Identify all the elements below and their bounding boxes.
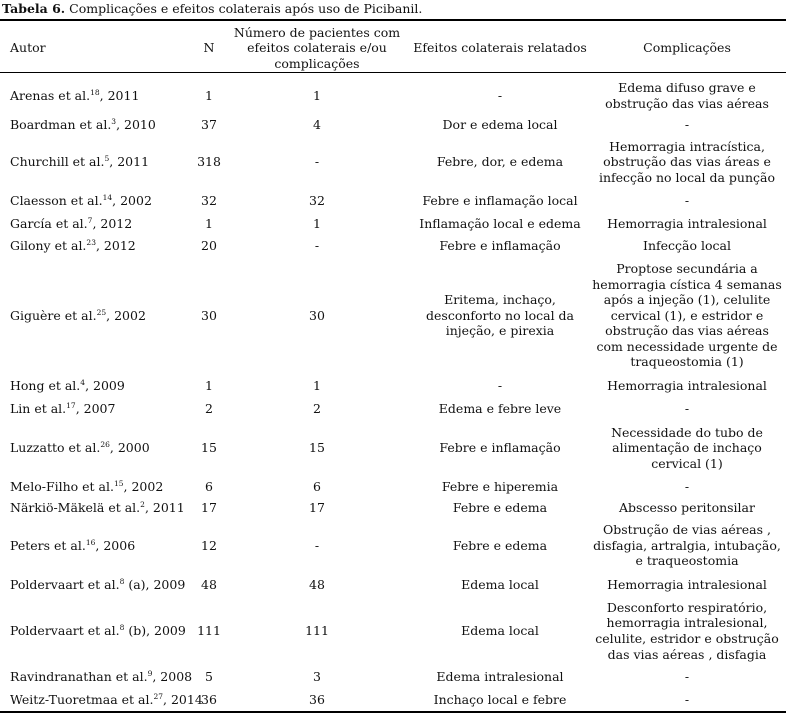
cell-patients: [232, 115, 402, 135]
author-name: Churchill et al.: [10, 154, 105, 170]
author-name: Lin et al.: [10, 400, 67, 416]
reference-number: 18: [90, 88, 100, 98]
author-year: , 2009: [85, 377, 125, 393]
cell-side-effects: [410, 665, 590, 688]
cell-patients-text: 1: [313, 88, 321, 104]
cell-author: [10, 135, 210, 189]
cell-n-text: 12: [201, 537, 217, 553]
author-year: , 2012: [92, 215, 133, 231]
author-year: , 2007: [75, 400, 116, 416]
author-year: , 2014: [163, 691, 203, 707]
cell-author: [10, 597, 210, 665]
cell-n-text: 111: [197, 623, 221, 639]
cell-patients: [232, 135, 402, 189]
cell-n-text: 6: [205, 478, 213, 494]
cell-patients: [232, 420, 402, 476]
table-row: [0, 572, 786, 597]
cell-author: [10, 374, 210, 397]
cell-n-text: 30: [201, 307, 217, 323]
cell-patients-text: 32: [309, 192, 325, 208]
cell-complications: [590, 420, 784, 476]
cell-patients: [232, 597, 402, 665]
cell-complications-text: Hemorragia intralesional: [607, 215, 767, 231]
cell-side-effects-text: Edema e febre leve: [438, 400, 562, 416]
cell-side-effects-text: Dor e edema local: [442, 117, 558, 133]
cell-n-text: 1: [205, 88, 213, 104]
reference-number: 4: [80, 377, 86, 387]
cell-author: [10, 235, 210, 257]
cell-side-effects: [410, 572, 590, 597]
author-year: , 2012: [95, 238, 136, 254]
cell-author: [10, 397, 210, 420]
cell-side-effects-text: Febre e inflamação: [439, 440, 561, 456]
cell-n-text: 17: [201, 500, 217, 516]
reference-number: 23: [86, 238, 96, 248]
table-row: [0, 77, 786, 115]
cell-side-effects: [410, 257, 590, 374]
cell-n: [183, 519, 235, 572]
cell-complications: [590, 497, 784, 519]
cell-patients: [232, 374, 402, 397]
cell-author: [10, 115, 210, 135]
table-row: [0, 688, 786, 711]
cell-n: [183, 597, 235, 665]
cell-patients: [232, 189, 402, 212]
table-row: [0, 420, 786, 476]
cell-side-effects: [410, 115, 590, 135]
cell-patients: [232, 235, 402, 257]
cell-complications: [590, 397, 784, 420]
author-year: , 2011: [99, 88, 140, 104]
cell-patients: [232, 476, 402, 497]
cell-n: [183, 115, 235, 135]
cell-n-text: 318: [197, 154, 221, 170]
reference-number: 15: [113, 478, 124, 488]
cell-side-effects: [410, 476, 590, 497]
cell-patients: [232, 688, 402, 711]
cell-complications: [590, 374, 784, 397]
cell-n: [183, 235, 235, 257]
cell-complications: [590, 135, 784, 189]
cell-complications: [590, 212, 784, 235]
cell-side-effects: [410, 235, 590, 257]
header-patients: Número de pacientes com efeitos colaterais e/ou complicações: [233, 24, 401, 71]
cell-complications-text: -: [684, 668, 690, 684]
cell-side-effects-text: Edema local: [461, 576, 539, 592]
reference-number: 7: [87, 215, 93, 225]
cell-complications: [590, 77, 784, 115]
author-name: Arenas et al.: [10, 88, 91, 104]
cell-complications-text: Abscesso peritonsilar: [619, 500, 755, 516]
cell-complications: [590, 519, 784, 572]
cell-complications-text: Proptose secundária a hemorragia cística 4 semanas após a injeção (1), celulite cervical (1), e estridor e obstrução das vias aéreas com necessidade urgente de traqueostomia (1): [592, 260, 782, 370]
bottom-rule: [0, 711, 786, 713]
cell-patients-text: 30: [309, 307, 325, 323]
cell-author: [10, 257, 210, 374]
cell-complications: [590, 597, 784, 665]
cell-author: [10, 572, 210, 597]
table-row: [0, 374, 786, 397]
author-year: (b), 2009: [124, 623, 186, 639]
cell-author: [10, 212, 210, 235]
author-name: Giguère et al.: [10, 307, 97, 323]
cell-patients-text: 15: [309, 440, 325, 456]
caption-label: Tabela 6.: [2, 1, 66, 16]
cell-patients-text: 6: [313, 478, 321, 494]
cell-patients-text: -: [314, 537, 320, 553]
table-row: [0, 497, 786, 519]
table-row: [0, 115, 786, 135]
cell-side-effects: [410, 212, 590, 235]
header-author: Autor: [10, 40, 46, 56]
table-row: [0, 235, 786, 257]
author-year: (a), 2009: [124, 576, 186, 592]
cell-side-effects-text: Edema local: [461, 623, 539, 639]
table-caption: [2, 1, 422, 17]
reference-number: 25: [96, 307, 107, 317]
cell-patients-text: 1: [313, 215, 321, 231]
cell-author: [10, 77, 210, 115]
cell-patients: [232, 257, 402, 374]
author-name: Ravindranathan et al.: [10, 668, 148, 684]
cell-n-text: 1: [205, 377, 213, 393]
cell-side-effects-text: Inchaço local e febre: [433, 691, 567, 707]
author-year: , 2010: [116, 117, 156, 133]
top-rule: [0, 19, 786, 21]
cell-n-text: 32: [201, 192, 217, 208]
cell-n: [183, 497, 235, 519]
author-year: , 2011: [144, 500, 185, 516]
author-year: , 2008: [152, 668, 193, 684]
author-name: Melo-Filho et al.: [10, 478, 114, 494]
reference-number: 9: [147, 668, 153, 678]
cell-complications-text: -: [684, 192, 690, 208]
cell-side-effects-text: -: [497, 377, 503, 393]
cell-side-effects-text: Febre e edema: [452, 537, 548, 553]
cell-author: [10, 189, 210, 212]
cell-side-effects-text: Febre e inflamação: [439, 238, 561, 254]
reference-number: 3: [111, 117, 117, 127]
cell-patients-text: 48: [309, 576, 325, 592]
cell-n-text: 2: [205, 400, 213, 416]
cell-patients: [232, 77, 402, 115]
reference-number: 5: [104, 154, 110, 164]
header-rule: [0, 72, 786, 73]
cell-side-effects: [410, 688, 590, 711]
table-row: [0, 135, 786, 189]
author-name: Hong et al.: [10, 377, 81, 393]
author-name: Boardman et al.: [10, 117, 112, 133]
table-row: [0, 189, 786, 212]
reference-number: 8: [119, 623, 125, 633]
cell-side-effects-text: Inflamação local e edema: [419, 215, 581, 231]
cell-n: [183, 212, 235, 235]
cell-complications-text: -: [684, 400, 690, 416]
cell-n-text: 15: [201, 440, 217, 456]
table-row: [0, 257, 786, 374]
cell-complications-text: Necessidade do tubo de alimentação de inchaço cervical (1): [611, 424, 763, 471]
cell-side-effects-text: Febre e edema: [452, 500, 548, 516]
cell-side-effects: [410, 420, 590, 476]
cell-side-effects: [410, 135, 590, 189]
cell-n: [183, 572, 235, 597]
cell-complications: [590, 665, 784, 688]
cell-side-effects: [410, 77, 590, 115]
cell-n-text: 20: [201, 238, 217, 254]
cell-side-effects-text: Eritema, inchaço, desconforto no local da injeção, e pirexia: [426, 292, 574, 339]
cell-patients: [232, 519, 402, 572]
author-year: , 2011: [109, 154, 150, 170]
author-year: , 2002: [112, 192, 152, 208]
table-row: [0, 212, 786, 235]
table-row: [0, 397, 786, 420]
cell-n: [183, 77, 235, 115]
reference-number: 17: [66, 400, 76, 410]
header-n: N: [203, 40, 215, 56]
author-name: Claesson et al.: [10, 192, 103, 208]
cell-complications: [590, 115, 784, 135]
cell-patients-text: 1: [313, 377, 321, 393]
cell-complications-text: Obstrução de vias aéreas , disfagia, artralgia, intubação, e traqueostomia: [593, 522, 781, 569]
cell-patients: [232, 572, 402, 597]
reference-number: 2: [140, 500, 145, 510]
cell-author: [10, 519, 210, 572]
table-row: [0, 476, 786, 497]
author-name: Weitz-Tuoretmaa et al.: [10, 691, 154, 707]
cell-side-effects: [410, 189, 590, 212]
cell-side-effects: [410, 597, 590, 665]
cell-patients-text: 17: [309, 500, 325, 516]
cell-complications-text: -: [684, 691, 690, 707]
author-year: , 2000: [109, 440, 150, 456]
author-name: Närkiö-Mäkelä et al.: [10, 500, 141, 516]
table-row: [0, 665, 786, 688]
cell-n: [183, 374, 235, 397]
cell-n: [183, 135, 235, 189]
author-year: , 2006: [95, 537, 136, 553]
author-year: , 2002: [106, 307, 146, 323]
cell-n: [183, 420, 235, 476]
header-side-effects: Efeitos colaterais relatados: [413, 40, 587, 56]
cell-side-effects-text: Edema intralesional: [436, 668, 564, 684]
cell-n-text: 48: [201, 576, 217, 592]
cell-complications-text: -: [684, 117, 690, 133]
cell-complications-text: Desconforto respiratório, hemorragia intralesional, celulite, estridor e obstrução das vias aéreas , disfagia: [595, 599, 779, 662]
author-name: Luzzatto et al.: [10, 440, 101, 456]
cell-complications-text: Hemorragia intracística, obstrução das vias áreas e infecção no local da punção: [598, 138, 776, 185]
cell-side-effects-text: -: [497, 88, 503, 104]
cell-complications-text: Hemorragia intralesional: [607, 377, 767, 393]
cell-complications: [590, 572, 784, 597]
cell-side-effects: [410, 374, 590, 397]
cell-patients-text: 3: [313, 668, 321, 684]
author-year: , 2002: [123, 478, 164, 494]
header-complications: Complicações: [643, 40, 731, 56]
author-name: García et al.: [10, 215, 88, 231]
reference-number: 27: [153, 691, 164, 701]
cell-side-effects-text: Febre, dor, e edema: [436, 154, 564, 170]
reference-number: 16: [85, 537, 96, 547]
cell-n: [183, 397, 235, 420]
cell-author: [10, 476, 210, 497]
cell-side-effects: [410, 497, 590, 519]
cell-complications-text: -: [684, 478, 690, 494]
cell-patients-text: 2: [313, 400, 321, 416]
cell-patients: [232, 212, 402, 235]
cell-n: [183, 476, 235, 497]
cell-n: [183, 257, 235, 374]
cell-n-text: 36: [201, 691, 217, 707]
cell-complications-text: Edema difuso grave e obstrução das vias aéreas: [605, 80, 769, 111]
cell-author: [10, 497, 210, 519]
cell-patients-text: 4: [313, 117, 321, 133]
cell-complications-text: Infecção local: [643, 238, 731, 254]
cell-n: [183, 189, 235, 212]
cell-complications: [590, 257, 784, 374]
cell-side-effects-text: Febre e hiperemia: [441, 478, 559, 494]
author-name: Gilony et al.: [10, 238, 87, 254]
author-name: Poldervaart et al.: [10, 576, 120, 592]
cell-complications-text: Hemorragia intralesional: [607, 576, 767, 592]
cell-patients-text: 111: [305, 623, 329, 639]
cell-patients: [232, 665, 402, 688]
author-name: Peters et al.: [10, 537, 86, 553]
cell-patients-text: -: [314, 154, 320, 170]
cell-side-effects: [410, 397, 590, 420]
reference-number: 8: [119, 576, 125, 586]
cell-author: [10, 688, 210, 711]
cell-side-effects-text: Febre e inflamação local: [422, 192, 578, 208]
cell-n-text: 1: [205, 215, 213, 231]
table-row: [0, 519, 786, 572]
cell-patients-text: 36: [309, 691, 325, 707]
reference-number: 26: [100, 440, 110, 450]
table-row: [0, 597, 786, 665]
author-name: Poldervaart et al.: [10, 623, 120, 639]
cell-n-text: 5: [205, 668, 213, 684]
cell-author: [10, 665, 210, 688]
cell-n: [183, 665, 235, 688]
cell-patients-text: -: [314, 238, 320, 254]
cell-n: [183, 688, 235, 711]
cell-complications: [590, 688, 784, 711]
cell-side-effects: [410, 519, 590, 572]
reference-number: 14: [102, 192, 113, 202]
cell-patients: [232, 397, 402, 420]
cell-complications: [590, 235, 784, 257]
caption-text: Complicações e efeitos colaterais após uso de Picibanil.: [69, 1, 423, 16]
cell-patients: [232, 497, 402, 519]
cell-n-text: 37: [201, 117, 217, 133]
cell-complications: [590, 476, 784, 497]
cell-complications: [590, 189, 784, 212]
cell-author: [10, 420, 210, 476]
